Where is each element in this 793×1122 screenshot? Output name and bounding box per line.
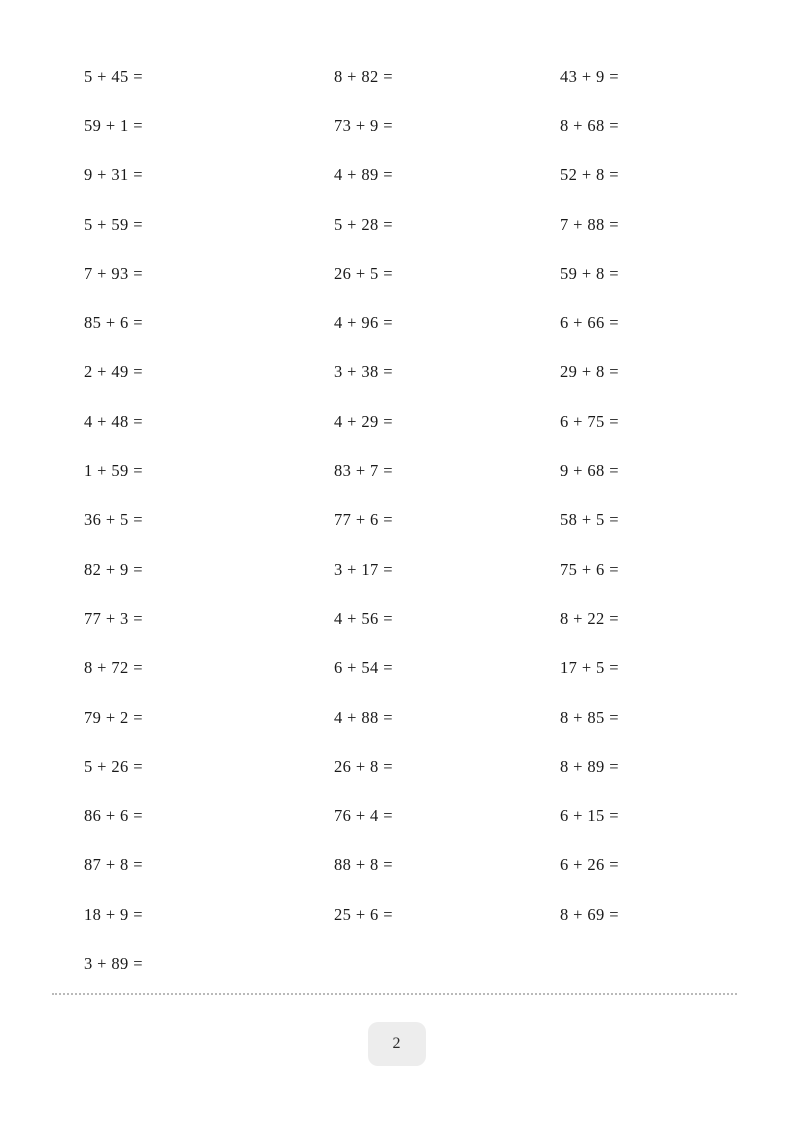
problem-item: 58 + 5 = [560,510,619,530]
problem-item: 76 + 4 = [334,806,393,826]
problem-item: 7 + 88 = [560,214,619,234]
problems-grid [56,52,737,989]
problem-item: 6 + 75 = [560,411,619,431]
problem-item: 5 + 28 = [334,214,393,234]
problem-item: 4 + 96 = [334,313,393,333]
problem-item: 83 + 7 = [334,461,393,481]
problem-item: 87 + 8 = [84,855,143,875]
problem-item: 8 + 85 = [560,707,619,727]
problem-item: 8 + 69 = [560,904,619,924]
problem-item: 26 + 8 = [334,756,393,776]
problem-item: 9 + 68 = [560,461,619,481]
problem-item: 6 + 15 = [560,806,619,826]
problem-item: 52 + 8 = [560,165,619,185]
problem-item: 88 + 8 = [334,855,393,875]
problem-item: 79 + 2 = [84,707,143,727]
problem-item: 3 + 89 = [84,953,143,973]
problem-item: 4 + 48 = [84,411,143,431]
problem-item: 4 + 29 = [334,411,393,431]
problem-item: 5 + 26 = [84,756,143,776]
problem-item: 7 + 93 = [84,263,143,283]
problem-item: 18 + 9 = [84,904,143,924]
problem-item: 75 + 6 = [560,559,619,579]
problem-item: 29 + 8 = [560,362,619,382]
problem-item: 43 + 9 = [560,66,619,86]
problem-item: 8 + 82 = [334,66,393,86]
problem-item: 59 + 8 = [560,263,619,283]
problem-item: 4 + 89 = [334,165,393,185]
problem-item: 36 + 5 = [84,510,143,530]
problem-item: 59 + 1 = [84,115,143,135]
problem-item: 6 + 26 = [560,855,619,875]
problem-item: 8 + 68 = [560,115,619,135]
problem-item: 6 + 66 = [560,313,619,333]
problem-item: 25 + 6 = [334,904,393,924]
problem-item: 8 + 22 = [560,608,619,628]
problem-item: 85 + 6 = [84,313,143,333]
problem-item: 26 + 5 = [334,263,393,283]
problem-item: 8 + 89 = [560,756,619,776]
problem-item: 73 + 9 = [334,115,393,135]
problem-item: 6 + 54 = [334,658,393,678]
footer-divider [52,993,737,995]
problem-item: 86 + 6 = [84,806,143,826]
problems-area [56,52,737,989]
problem-item: 3 + 17 = [334,559,393,579]
problem-item: 5 + 59 = [84,214,143,234]
problem-item: 2 + 49 = [84,362,143,382]
problem-item: 4 + 88 = [334,707,393,727]
problem-item: 82 + 9 = [84,559,143,579]
problem-item: 1 + 59 = [84,461,143,481]
problem-item: 3 + 38 = [334,362,393,382]
problem-item: 8 + 72 = [84,658,143,678]
problem-item: 4 + 56 = [334,608,393,628]
page-footer [0,1022,793,1066]
problem-item: 77 + 6 = [334,510,393,530]
problem-item: 77 + 3 = [84,608,143,628]
page-number-badge: 2 [368,1022,426,1066]
problem-item: 5 + 45 = [84,66,143,86]
problem-item: 17 + 5 = [560,658,619,678]
problem-item: 9 + 31 = [84,165,143,185]
